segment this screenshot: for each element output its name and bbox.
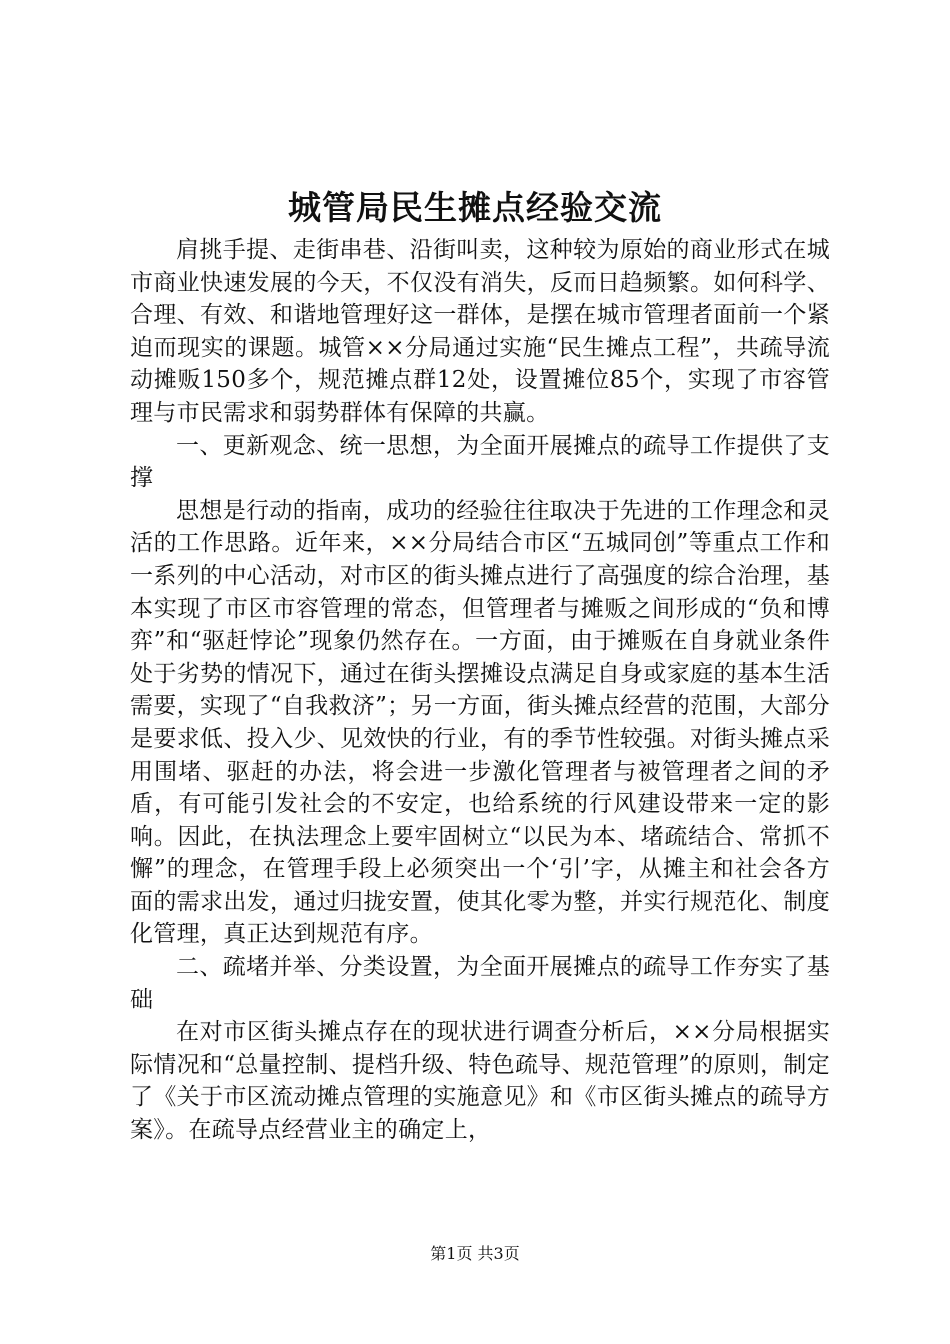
section-heading-2: 二、疏堵并举、分类设置，为全面开展摊点的疏导工作夯实了基础 [130,954,830,1013]
document-body [130,234,830,1147]
page-footer: 第1页 共3页 [430,1244,520,1263]
document-title: 城管局民生摊点经验交流 [288,188,662,227]
section-heading-1: 一、更新观念、统一思想，为全面开展摊点的疏导工作提供了支撑 [130,432,830,492]
paragraph-section-1: 思想是行动的指南，成功的经验往往取决于先进的工作理念和灵活的工作思路。近年来，××分局结合市区“五城同创”等重点工作和一系列的中心活动，对市区的街头摊点进行了高强度的综合治理，基本实现了市区市容管理的常态，但管理者与摊贩之间形成的“负和博弈”和“驱赶悖论”现象仍然存在。一方面，由于摊贩在自身就业条件处于劣势的情况下，通过在街头摆摊设点满足自身或家庭的基本生活需要，实现了“自我救济”；另一方面，街头摊点经营的范围，大部分是要求低、投入少、见效快的行业，有的季节性较强。对街头摊点采用围堵、驱赶的办法，将会进一步激化管理者与被管理者之间的矛盾，有可能引发社会的不安定，也给系统的行风建设带来一定的影响。因此，在执法理念上要牢固树立“以民为本、堵疏结合、常抓不懈”的理念，在管理手段上必须突出一个‘引’字，从摊主和社会各方面的需求出发，通过归拢安置，使其化零为整，并实行规范化、制度化管理，真正达到规范有序。 [130,497,830,948]
paragraph-intro: 肩挑手提、走街串巷、沿街叫卖，这种较为原始的商业形式在城市商业快速发展的今天，不仅没有消失，反而日趋频繁。如何科学、合理、有效、和谐地管理好这一群体，是摆在城市管理者面前一个紧迫而现实的课题。城管××分局通过实施“民生摊点工程”，共疏导流动摊贩150多个，规范摊点群12处，设置摊位85个，实现了市容管理与市民需求和弱势群体有保障的共赢。 [130,237,830,426]
paragraph-section-2: 在对市区街头摊点存在的现状进行调查分析后，××分局根据实际情况和“总量控制、提档升级、特色疏导、规范管理”的原则，制定了《关于市区流动摊点管理的实施意见》和《市区街头摊点的疏导方案》。在疏导点经营业主的确定上， [130,1019,830,1144]
